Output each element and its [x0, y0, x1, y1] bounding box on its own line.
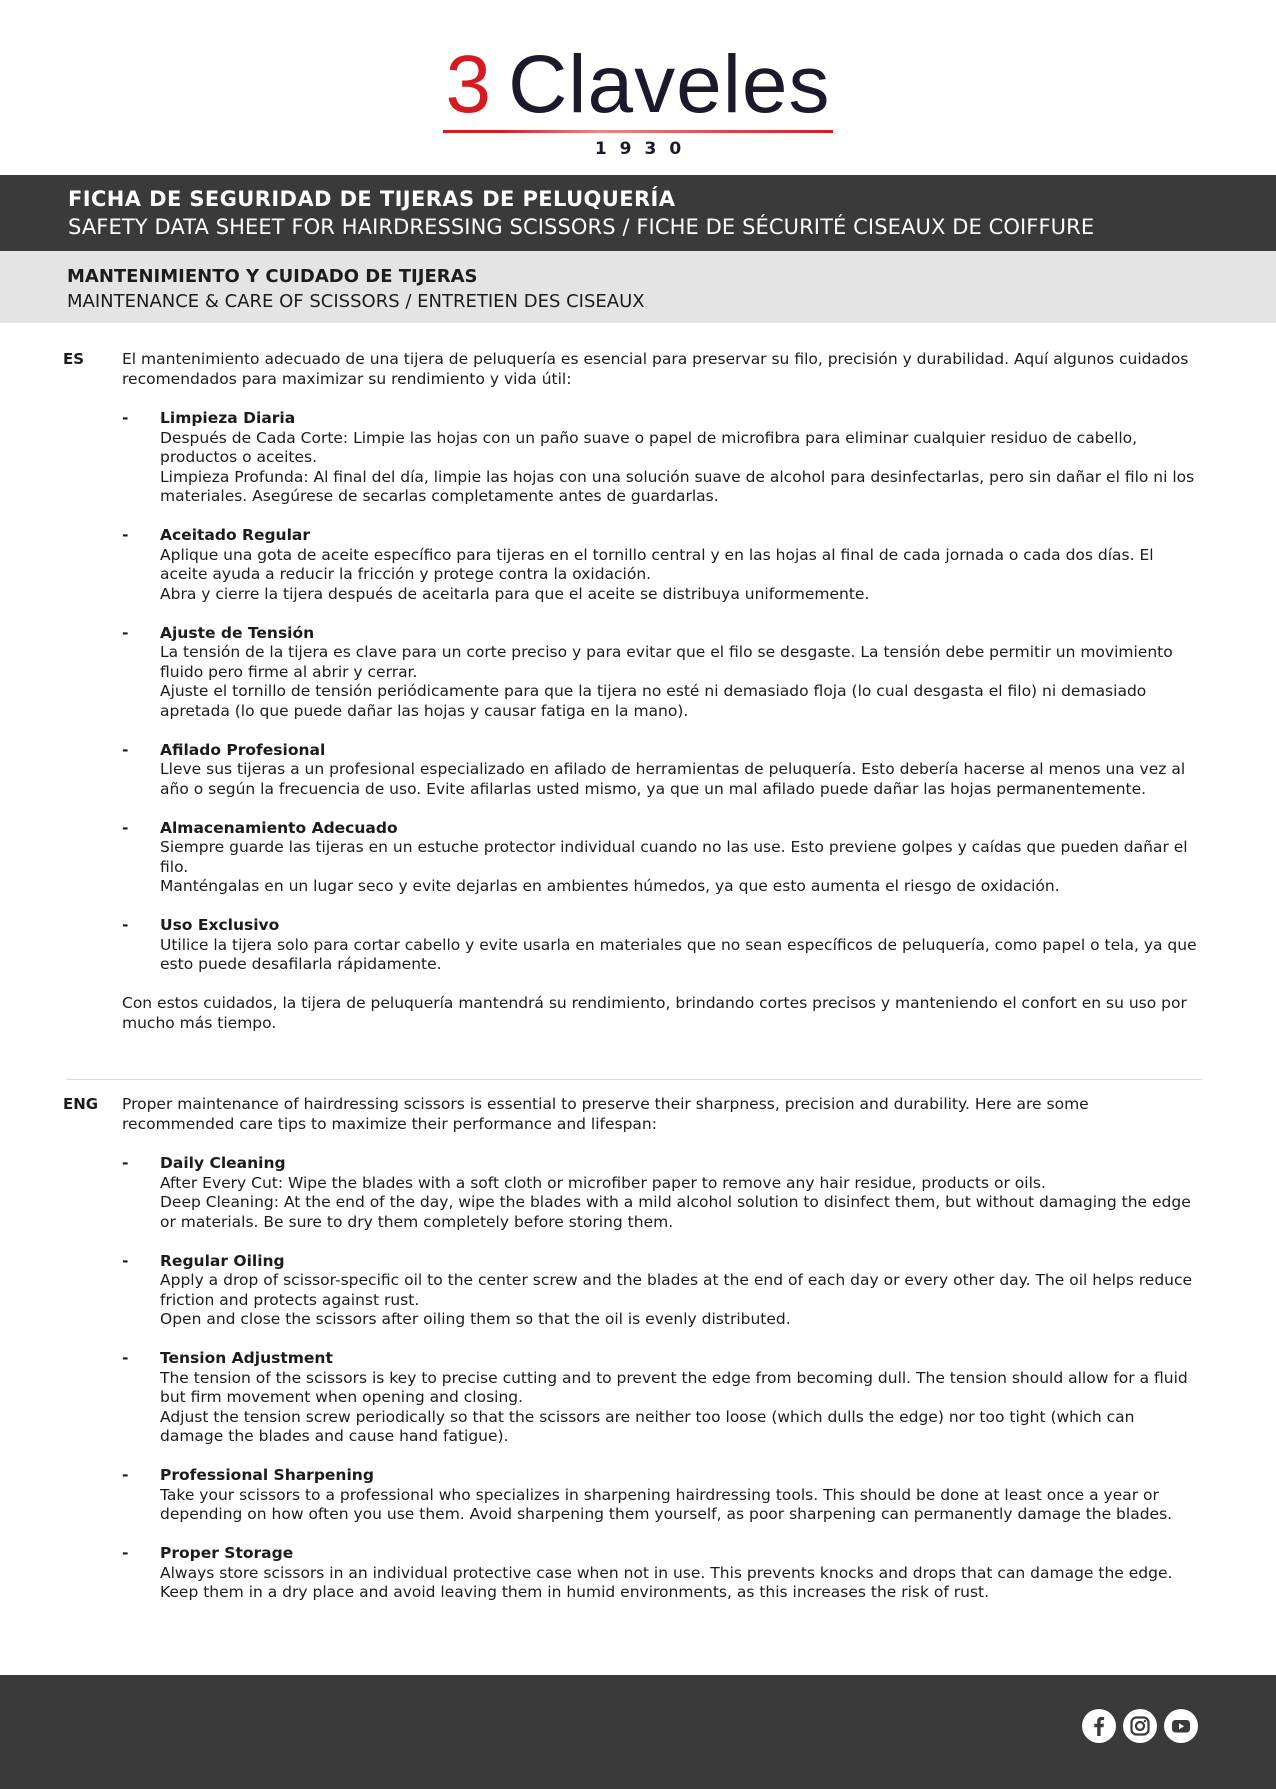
item-text: Keep them in a dry place and avoid leaving them in humid environments, as this increases the risk of rust. — [160, 1583, 990, 1601]
section-body-es — [122, 350, 1202, 1033]
item-heading: Regular Oiling — [160, 1251, 285, 1270]
item-text: Lleve sus tijeras a un profesional especializado en afilado de herramientas de peluquería. Esto debería hacerse al menos una vez al año o según la frecuencia de uso. Evite afilarlas usted mismo, ya que un mal afilado puede dañar las hojas permanentemente. — [160, 760, 1186, 798]
youtube-icon[interactable] — [1164, 1709, 1198, 1743]
item-text: Limpieza Profunda: Al final del día, limpie las hojas con una solución suave de alcohol para desinfectarlas, pero sin dañar el filo ni los materiales. Asegúrese de secarlas completamente antes de guardarlas. — [160, 467, 1195, 505]
care-item: - Proper Storage Always store scissors in an individual protective case when not in use. This prevents knocks and drops that can damage the edge. Keep them in a dry place and avoid leaving them in humid environments, as this increases the risk of rust. — [122, 1544, 1202, 1603]
item-text: Open and close the scissors after oiling them so that the oil is evenly distributed. — [160, 1310, 791, 1328]
logo-name: Claveles — [508, 39, 831, 130]
care-item: - Afilado Profesional Lleve sus tijeras a un profesional especializado en afilado de herramientas de peluquería. Esto debería hacerse al menos una vez al año o según la frecuencia de uso. Evite afilarlas usted mismo, ya que un mal afilado puede dañar las hojas permanentemente. — [122, 741, 1202, 800]
instagram-icon[interactable] — [1123, 1709, 1157, 1743]
item-text: Take your scissors to a professional who specializes in sharpening hairdressing tools. This should be done at least once a year or depending on how often you use them. Avoid sharpening them yourself, as poor sharpening can permanently damage the blades. — [160, 1485, 1173, 1523]
item-text: La tensión de la tijera es clave para un corte preciso y para evitar que el filo se desgaste. La tensión debe permitir un movimiento fluido pero firme al abrir y cerrar. — [160, 643, 1173, 681]
care-item: - Limpieza Diaria Después de Cada Corte: Limpie las hojas con un paño suave o papel de microfibra para eliminar cualquier residuo de cabello, productos o aceites. Limpieza Profunda: Al final del día, limpie las hojas con una solución suave de alcohol para desinfectarlas, pero sin dañar el filo ni los materiales. Asegúrese de secarlas completamente antes de guardarlas. — [122, 409, 1202, 507]
section-title-es: MANTENIMIENTO Y CUIDADO DE TIJERAS — [67, 266, 478, 287]
item-heading: Aceitado Regular — [160, 526, 311, 544]
item-heading: Uso Exclusivo — [160, 916, 280, 934]
item-heading: Professional Sharpening — [160, 1466, 374, 1484]
item-heading: Almacenamiento Adecuado — [160, 818, 398, 837]
care-item: - Tension Adjustment The tension of the scissors is key to precise cutting and to prevent the edge from becoming dull. The tension should allow for a fluid but firm movement when opening and closing. Adjust the tension screw periodically so that the scissors are neither too loose (which dulls the edge) nor too tight (which can damage the blades and cause hand fatigue). — [122, 1349, 1202, 1447]
item-text: The tension of the scissors is key to precise cutting and to prevent the edge from becoming dull. The tension should allow for a fluid but firm movement when opening and closing. — [160, 1368, 1188, 1406]
item-text: Ajuste el tornillo de tensión periódicamente para que la tijera no esté ni demasiado floja (lo cual desgasta el filo) ni demasiado apretada (lo que puede dañar las hojas y causar fatiga en la mano). — [160, 682, 1147, 720]
item-text: Adjust the tension screw periodically so that the scissors are neither too loose (which dulls the edge) nor too tight (which can damage the blades and cause hand fatigue). — [160, 1407, 1135, 1445]
care-item: - Regular Oiling Apply a drop of scissor-specific oil to the center screw and the blades at the end of each day or every other day. The oil helps reduce friction and protects against rust. Open and close the scissors after oiling them so that the oil is evenly distributed. — [122, 1252, 1202, 1330]
item-text: Abra y cierre la tijera después de aceitarla para que el aceite se distribuya uniformemente. — [160, 584, 870, 603]
section-title-en-fr: MAINTENANCE & CARE OF SCISSORS / ENTRETIEN DES CISEAUX — [67, 291, 645, 312]
section-divider — [66, 1079, 1202, 1080]
item-text: Manténgalas en un lugar seco y evite dejarlas en ambientes húmedos, ya que esto aumenta el riesgo de oxidación. — [160, 877, 1060, 895]
care-item: - Uso Exclusivo Utilice la tijera solo para cortar cabello y evite usarla en materiales que no sean específicos de peluquería, como papel o tela, ya que esto puede desafilarla rápidamente. — [122, 916, 1202, 975]
item-heading: Limpieza Diaria — [160, 409, 296, 427]
item-heading: Ajuste de Tensión — [160, 623, 315, 642]
logo-underline — [443, 130, 833, 133]
care-item: - Professional Sharpening Take your scissors to a professional who specializes in sharpening hairdressing tools. This should be done at least once a year or depending on how often you use them. Avoid sharpening them yourself, as poor sharpening can permanently damage the blades. — [122, 1466, 1202, 1525]
item-text: Aplique una gota de aceite específico para tijeras en el tornillo central y en las hojas al final de cada jornada o cada dos días. El aceite ayuda a reducir la fricción y protege contra la oxidación. — [160, 545, 1154, 583]
item-heading: Afilado Profesional — [160, 740, 326, 759]
item-text: Apply a drop of scissor-specific oil to the center screw and the blades at the end of each day or every other day. The oil helps reduce friction and protects against rust. — [160, 1271, 1193, 1309]
intro-es: El mantenimiento adecuado de una tijera de peluquería es esencial para preservar su filo, precisión y durabilidad. Aquí algunos cuidados recomendados para maximizar su rendimiento y vida útil: — [122, 350, 1189, 388]
lang-code-en: ENG — [63, 1095, 99, 1113]
item-text: Siempre guarde las tijeras en un estuche protector individual cuando no las use. Esto previene golpes y caídas que pueden dañar el filo. — [160, 838, 1188, 876]
page-title-en-fr: SAFETY DATA SHEET FOR HAIRDRESSING SCISSORS / FICHE DE SÉCURITÉ CISEAUX DE COIFFURE — [68, 215, 1095, 239]
footer — [0, 1675, 1276, 1789]
care-item: - Almacenamiento Adecuado Siempre guarde las tijeras en un estuche protector individual cuando no las use. Esto previene golpes y caídas que pueden dañar el filo. Manténgalas en un lugar seco y evite dejarlas en ambientes húmedos, ya que esto aumenta el riesgo de oxidación. — [122, 819, 1202, 897]
item-text: Después de Cada Corte: Limpie las hojas con un paño suave o papel de microfibra para eliminar cualquier residuo de cabello, productos o aceites. — [160, 428, 1138, 466]
facebook-icon[interactable] — [1082, 1709, 1116, 1743]
item-text: After Every Cut: Wipe the blades with a soft cloth or microfiber paper to remove any hair residue, products or oils. — [160, 1173, 1046, 1192]
logo-number: 3 — [445, 39, 493, 130]
item-heading: Daily Cleaning — [160, 1154, 286, 1172]
item-text: Always store scissors in an individual protective case when not in use. This prevents knocks and drops that can damage the edge. — [160, 1563, 1173, 1582]
closing-es: Con estos cuidados, la tijera de peluquería mantendrá su rendimiento, brindando cortes precisos y manteniendo el confort en su uso por mucho más tiempo. — [122, 994, 1187, 1032]
brand-logo — [0, 39, 1276, 159]
logo-year: 1930 — [594, 139, 695, 159]
intro-en: Proper maintenance of hairdressing scissors is essential to preserve their sharpness, precision and durability. Here are some recommended care tips to maximize their performance and lifespan: — [122, 1095, 1089, 1133]
care-item: - Aceitado Regular Aplique una gota de aceite específico para tijeras en el tornillo central y en las hojas al final de cada jornada o cada dos días. El aceite ayuda a reducir la fricción y protege contra la oxidación. Abra y cierre la tijera después de aceitarla para que el aceite se distribuya uniformemente. — [122, 526, 1202, 604]
care-item: - Ajuste de Tensión La tensión de la tijera es clave para un corte preciso y para evitar que el filo se desgaste. La tensión debe permitir un movimiento fluido pero firme al abrir y cerrar. Ajuste el tornillo de tensión periódicamente para que la tijera no esté ni demasiado floja (lo cual desgasta el filo) ni demasiado apretada (lo que puede dañar las hojas y causar fatiga en la mano). — [122, 624, 1202, 722]
section-body-en — [122, 1095, 1202, 1622]
logo-wordmark — [445, 39, 831, 130]
item-text: Deep Cleaning: At the end of the day, wipe the blades with a mild alcohol solution to disinfect them, but without damaging the edge or materials. Be sure to dry them completely before storing them. — [160, 1193, 1191, 1231]
item-heading: Tension Adjustment — [160, 1349, 333, 1367]
title-bar — [0, 175, 1276, 251]
item-text: Utilice la tijera solo para cortar cabello y evite usarla en materiales que no sean específicos de peluquería, como papel o tela, ya que esto puede desafilarla rápidamente. — [160, 935, 1197, 973]
subtitle-bar — [0, 251, 1276, 323]
page-title-es: FICHA DE SEGURIDAD DE TIJERAS DE PELUQUERÍA — [68, 187, 676, 211]
item-heading: Proper Storage — [160, 1544, 294, 1562]
social-links — [1082, 1709, 1198, 1743]
lang-code-es: ES — [63, 350, 85, 368]
care-item: - Daily Cleaning After Every Cut: Wipe the blades with a soft cloth or microfiber paper to remove any hair residue, products or oils. Deep Cleaning: At the end of the day, wipe the blades with a mild alcohol solution to disinfect them, but without damaging the edge or materials. Be sure to dry them completely before storing them. — [122, 1154, 1202, 1232]
